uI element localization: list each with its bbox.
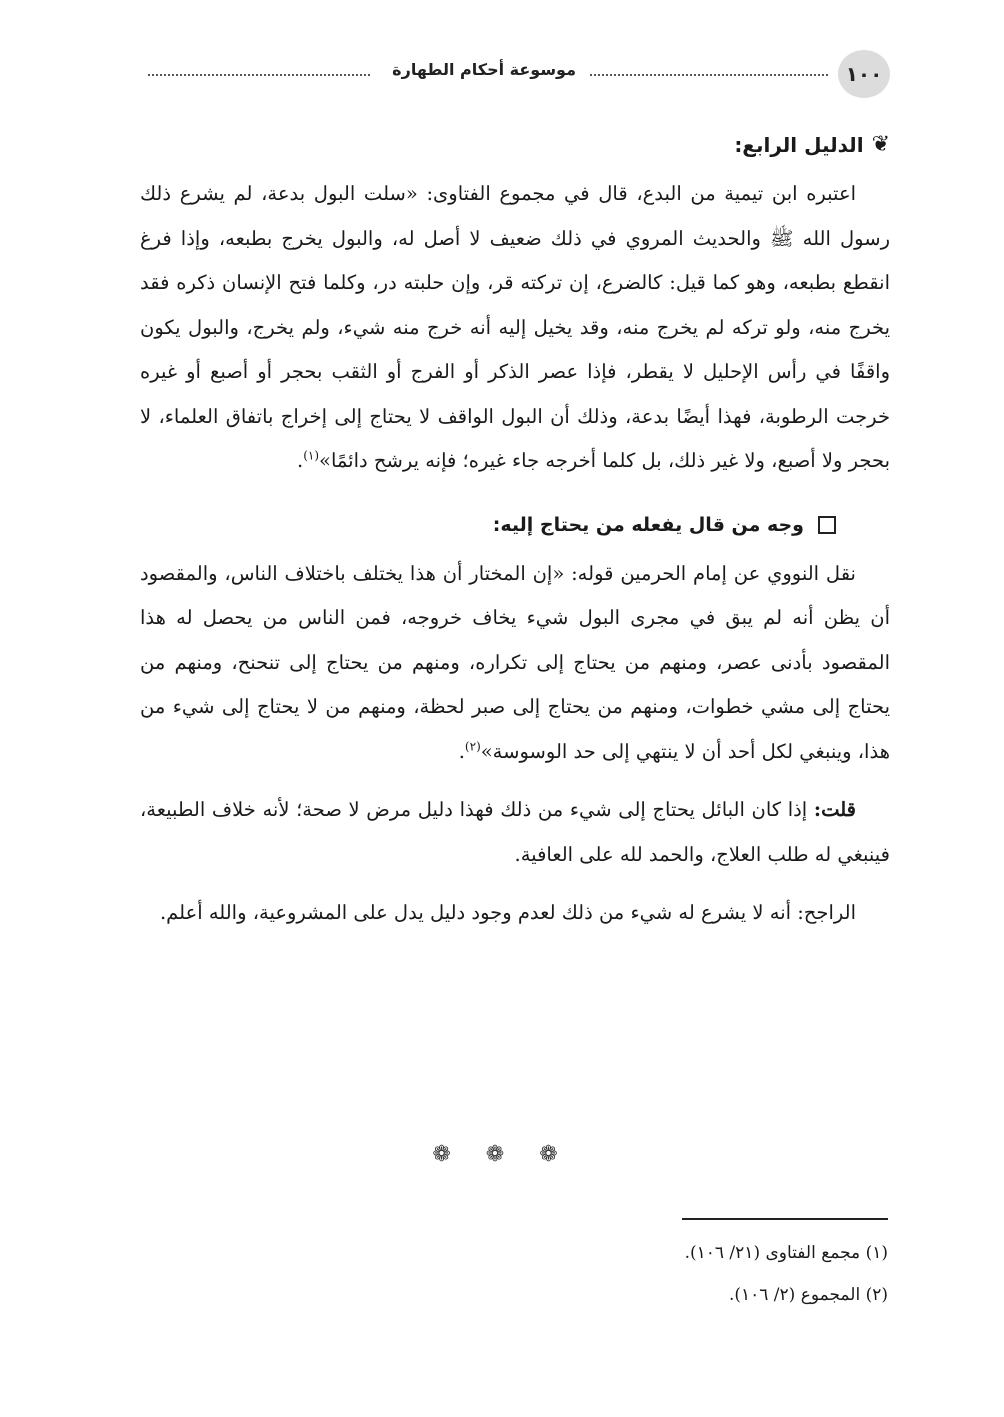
square-icon [818,516,836,534]
section-paragraph-end: . [296,449,304,472]
leaf-icon: ❦ [871,132,890,157]
section-heading [140,122,890,168]
footnote-number: (٢) [865,1285,888,1305]
footnote-separator [682,1218,888,1220]
page-header [140,50,890,98]
header-dotted-line-left [148,74,370,76]
footnote-ref-1[interactable]: (١) [303,448,320,463]
running-title: موسوعة أحكام الطهارة [392,60,576,79]
section-end-ornament: ❁ ❁ ❁ [432,1142,572,1167]
subsection-paragraph-text: نقل النووي عن إمام الحرمين قوله: «إن المختار أن هذا يختلف باختلاف الناس، والمقصود أن يظن أنه لم يبق في مجرى البول شيء يخاف خروجه، فمن الناس من يحصل له هذا المقصود بأدنى عصر، ومنهم من يحتاج إلى تكراره، ومنهم من يحتاج إلى تنحنح، ومنهم من يحتاج إلى مشي خطوات، ومنهم من يحتاج إلى صبر لحظة، ومنهم من لا يحتاج إلى شيء من هذا، وينبغي لكل أحد أن لا ينتهي إلى حد الوسوسة» [140,561,890,763]
rajih-paragraph [140,891,890,936]
footnote-number: (١) [865,1243,888,1263]
subsection-paragraph-end: . [458,739,465,763]
subsection-paragraph [140,552,890,775]
subsection-heading-text: وجه من قال يفعله من يحتاج إليه: [492,513,804,536]
section-paragraph [140,172,890,484]
footnote-1 [128,1232,888,1274]
subsection-heading [140,498,890,552]
qult-paragraph [140,788,890,877]
footnote-ref-2[interactable]: (٢) [464,739,481,753]
footnotes [128,1232,888,1316]
page-number: ١٠٠ [838,50,890,98]
footnote-text: مجمع الفتاوى (٢١/ ١٠٦). [684,1243,861,1263]
qult-label: قلت: [813,798,856,821]
rajih-text: الراجح: أنه لا يشرع له شيء من ذلك لعدم وجود دليل يدل على المشروعية، والله أعلم. [159,901,856,924]
section-paragraph-text: اعتبره ابن تيمية من البدع، قال في مجموع الفتاوى: «سلت البول بدعة، لم يشرع ذلك رسول الله ﷺ والحديث المروي في ذلك ضعيف لا أصل له، والبول يخرج بطبعه، وإذا فرغ انقطع بطبعه، وهو كما قيل: كالضرع، إن تركته قر، وإن حلبته در، وكلما فتح الإنسان ذكره فقد يخرج منه، ولو تركه لم يخرج منه، وقد يخيل إليه أنه خرج منه شيء، ولم يخرج، والبول يكون واقفًا في رأس الإحليل لا يقطر، فإذا عصر الذكر أو الفرج أو الثقب بحجر أو أصبع أو غيره خرجت الرطوبة، فهذا أيضًا بدعة، وذلك أن البول الواقف لا يحتاج إلى إخراج باتفاق العلماء، لا بحجر ولا أصبع، ولا غير ذلك، بل كلما أخرجه جاء غيره؛ فإنه يرشح دائمًا» [140,182,890,472]
footnote-text: المجموع (٢/ ١٠٦). [728,1285,861,1305]
section-heading-text: الدليل الرابع: [734,133,864,157]
qult-text: إذا كان البائل يحتاج إلى شيء من ذلك فهذا دليل مرض لا صحة؛ لأنه خلاف الطبيعة، فينبغي له طلب العلاج، والحمد لله على العافية. [140,798,890,866]
header-dotted-line-right [590,74,828,76]
page-content [140,122,890,950]
footnote-2 [128,1274,888,1316]
